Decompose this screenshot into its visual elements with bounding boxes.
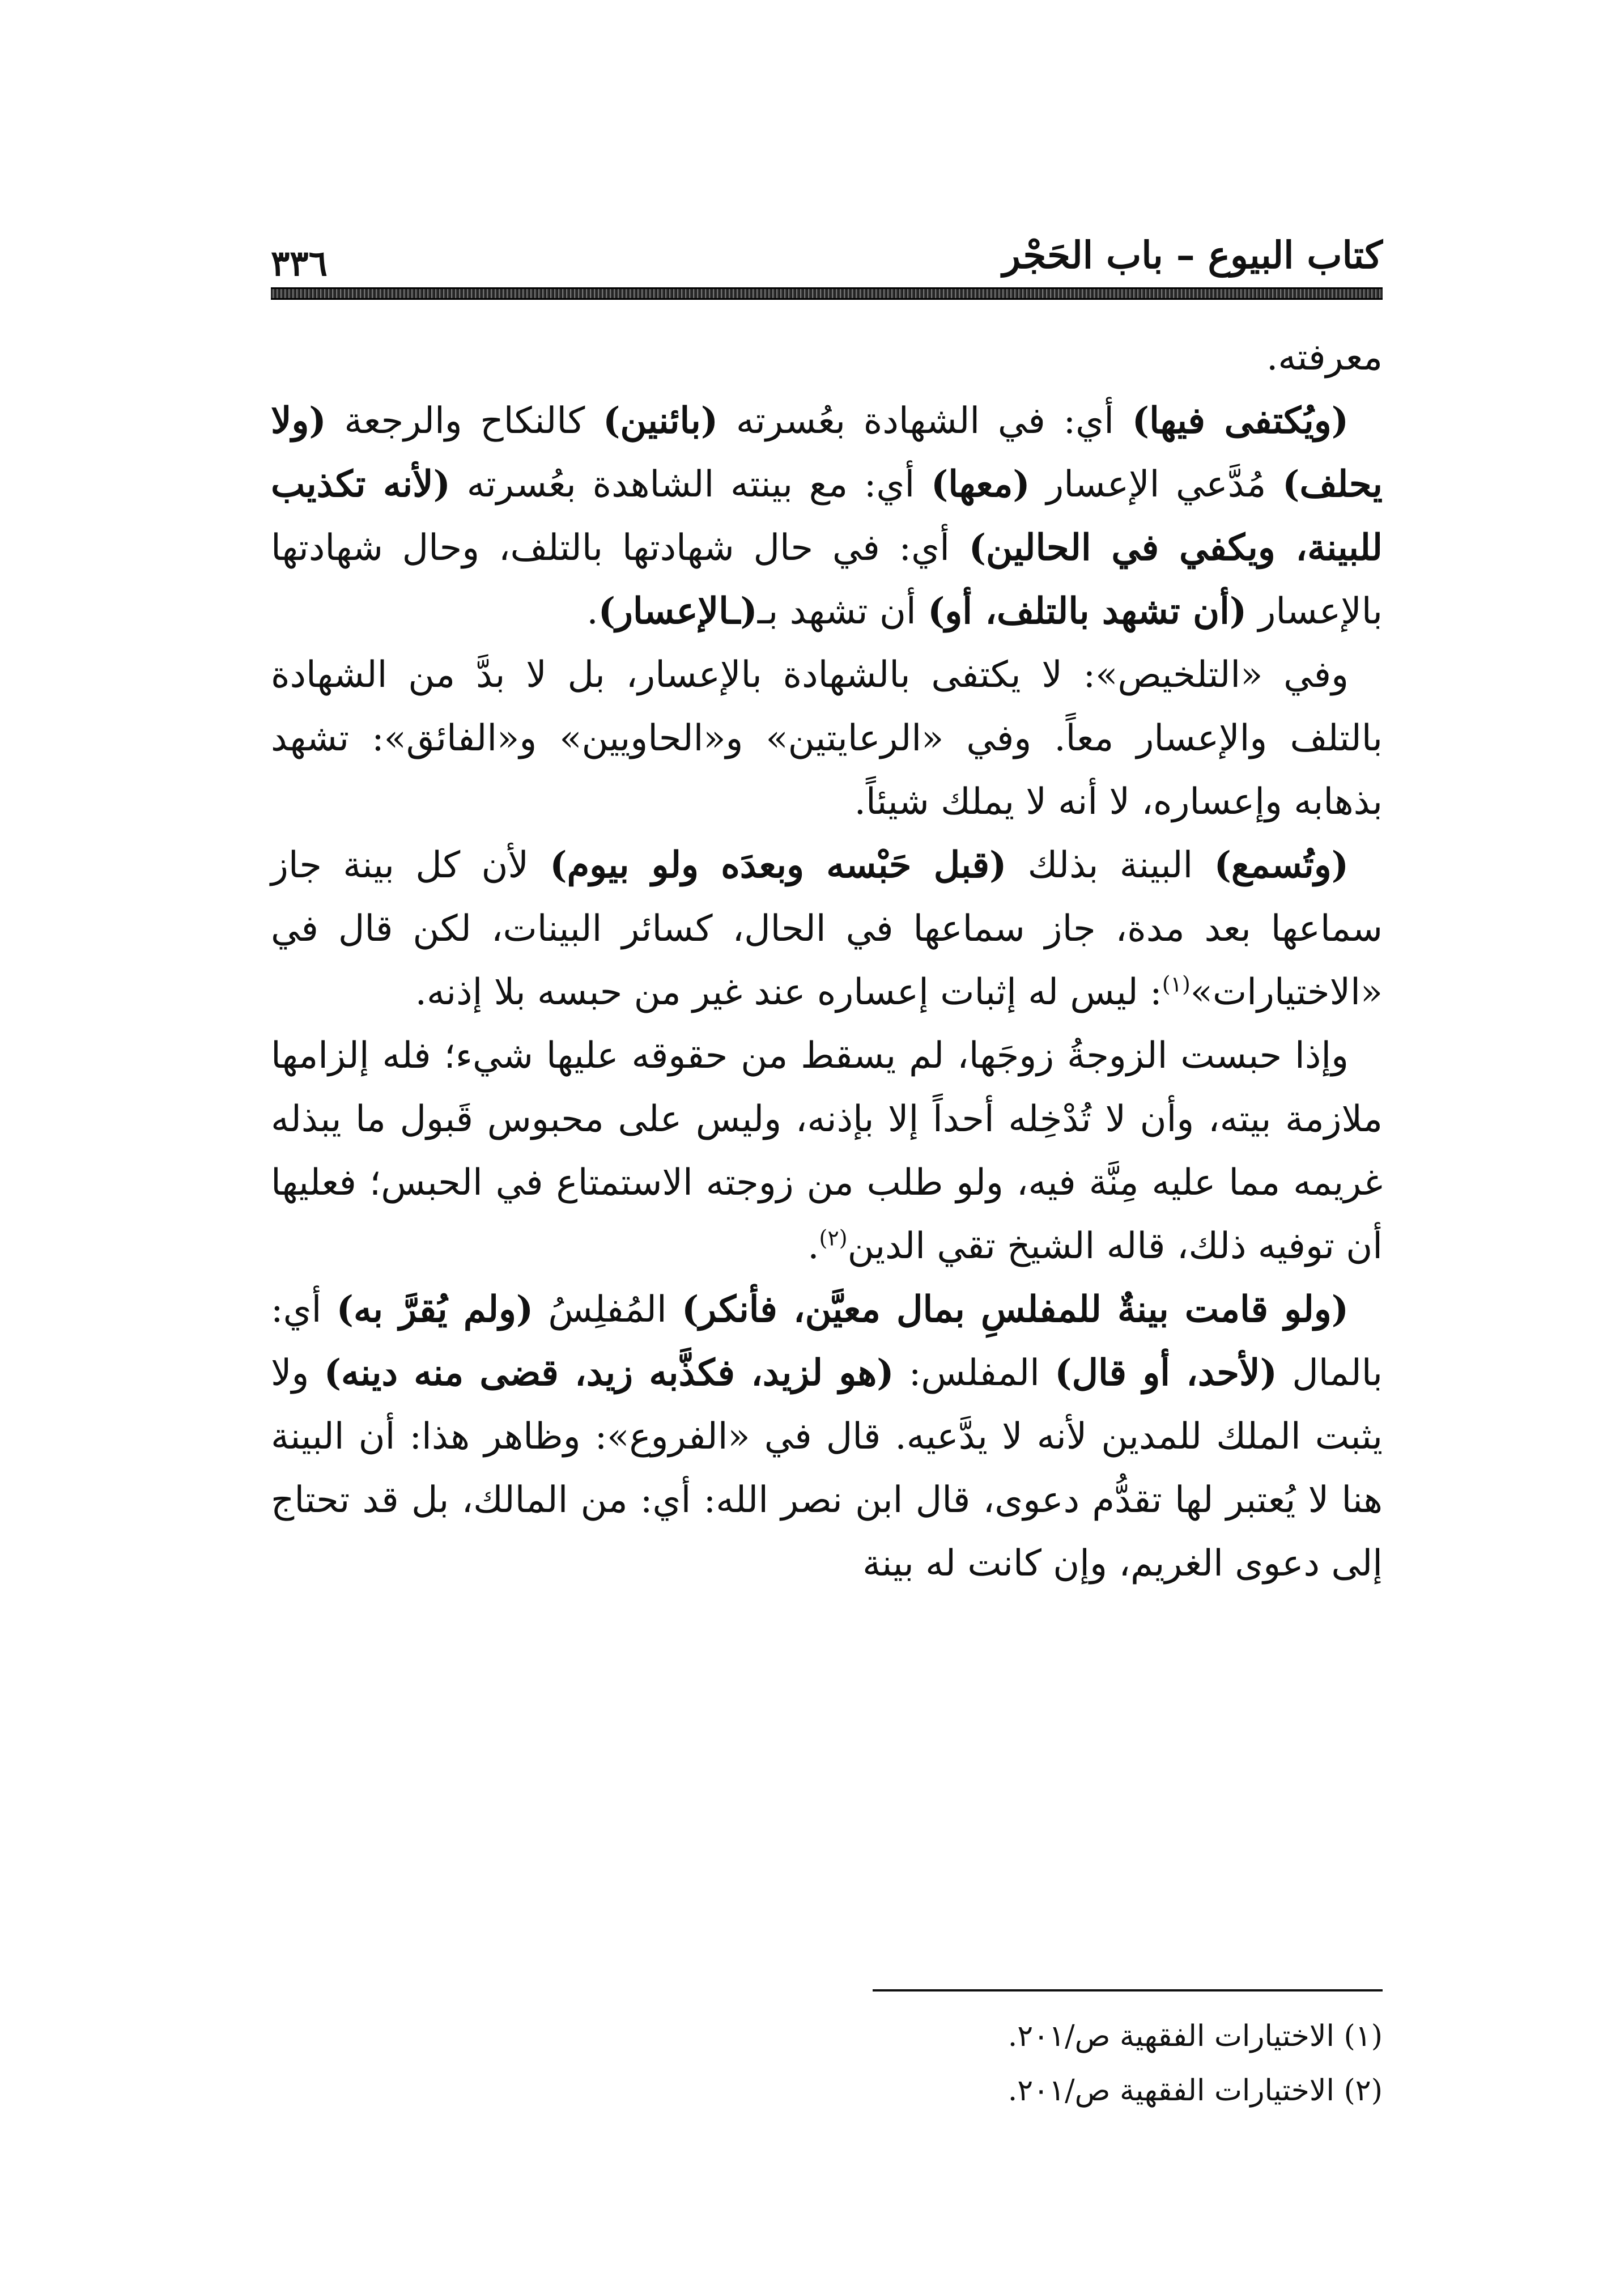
main-text — [271, 326, 1383, 1595]
text-span: كالنكاح والرجعة — [326, 400, 603, 442]
footnote-rule — [873, 1989, 1383, 1991]
text-span: . — [586, 591, 598, 632]
footnote-1: (١) الاختيارات الفقهية ص/٢٠١. — [1007, 2019, 1383, 2053]
header-rule — [271, 287, 1383, 300]
paragraph-5 — [271, 1024, 1383, 1278]
page-number: ٣٣٦ — [271, 243, 328, 284]
text-span: : ليس له إثبات إعساره عند غير من حبسه بلا إذنه. — [415, 971, 1162, 1013]
text-span: لأن كل بينة جاز سماعها بعد مدة، جاز سماعها في الحال، كسائر البينات، لكن قال في «الاختيارات» — [271, 844, 1383, 1013]
paragraph-4 — [271, 834, 1383, 1024]
text-span: المفلس: — [894, 1352, 1055, 1394]
matn-span: (ـالإعسار) — [598, 590, 758, 632]
matn-span: (ويُكتفى فيها) — [1132, 400, 1349, 442]
matn-span: (معها) — [930, 463, 1030, 506]
matn-span: (قبل حَبْسه وبعدَه ولو بيوم) — [550, 844, 1007, 886]
text-span: المُفلِسُ — [533, 1289, 682, 1331]
page-header — [271, 224, 1383, 303]
text-span: وإذا حبست الزوجةُ زوجَها، لم يسقط من حقوقه عليها شيء؛ فله إلزامها ملازمة بيته، وأن لا تُدْخِله أحداً إلا بإذنه، وليس على محبوس قَبول ما يبذله غريمه مما عليه مِنَّة فيه، ولو طلب من زوجته الاستمتاع في الحبس؛ فعليها أن توفيه ذلك، قاله الشيخ تقي الدين — [271, 1035, 1383, 1267]
footnote-ref-2: (٢) — [819, 1225, 848, 1251]
text-span: . — [807, 1225, 819, 1267]
matn-span: (وتُسمع) — [1214, 844, 1349, 886]
matn-span: (ولا يحلف) — [271, 400, 1383, 506]
matn-span: (هو لزيد، فكذَّبه زيد، قضى منه دينه) — [324, 1352, 894, 1394]
matn-span: (بائنين) — [603, 400, 719, 442]
text-span: مُدَّعي الإعسار — [1030, 464, 1283, 506]
footnote-2: (٢) الاختيارات الفقهية ص/٢٠١. — [1007, 2074, 1383, 2108]
text-span: أي: بالمال — [271, 1289, 1383, 1394]
text-span: أي: مع بينته الشاهدة بعُسرته — [450, 464, 931, 506]
text-span: معرفته. — [1266, 337, 1383, 379]
paragraph-1 — [271, 326, 1383, 389]
text-span: وفي «التلخيص»: لا يكتفى بالشهادة بالإعسار، بل لا بدَّ من الشهادة بالتلف والإعسار معاً. وفي «الرعايتين» و«الحاويين» و«الفائق»: تشهد بذهابه وإعساره، لا أنه لا يملك شيئاً. — [271, 654, 1383, 823]
paragraph-6 — [271, 1278, 1383, 1595]
text-span: أي: في حال شهادتها بالتلف، وحال شهادتها بالإعسار — [271, 527, 1383, 632]
text-span: البينة بذلك — [1006, 844, 1214, 886]
paragraph-2 — [271, 389, 1383, 643]
matn-span: (ولو قامت بينةٌ للمفلسِ بمال معيَّن، فأنكر) — [682, 1288, 1349, 1331]
paragraph-3 — [271, 643, 1383, 834]
text-span: أن تشهد بـ — [757, 591, 928, 632]
running-title: كتاب البيوع – باب الحَجْر — [1002, 233, 1383, 277]
matn-span: (لأنه تكذيب للبينة، ويكفي في الحالين) — [271, 463, 1383, 569]
text-span: ولا يثبت الملك للمدين لأنه لا يدَّعيه. قال في «الفروع»: وظاهر هذا: أن البينة هنا لا يُعتبر لها تقدُّم دعوى، قال ابن نصر الله: أي: من المالك، بل قد تحتاج إلى دعوى الغريم، وإن كانت له بينة — [271, 1352, 1383, 1585]
footnote-ref-1: (١) — [1162, 971, 1191, 997]
footnotes — [271, 2009, 1383, 2118]
matn-span: (لأحد، أو قال) — [1055, 1352, 1277, 1394]
matn-span: (أن تشهد بالتلف، أو) — [928, 590, 1247, 632]
matn-span: (ولم يُقرَّ به) — [336, 1288, 534, 1331]
text-span: أي: في الشهادة بعُسرته — [718, 400, 1132, 442]
